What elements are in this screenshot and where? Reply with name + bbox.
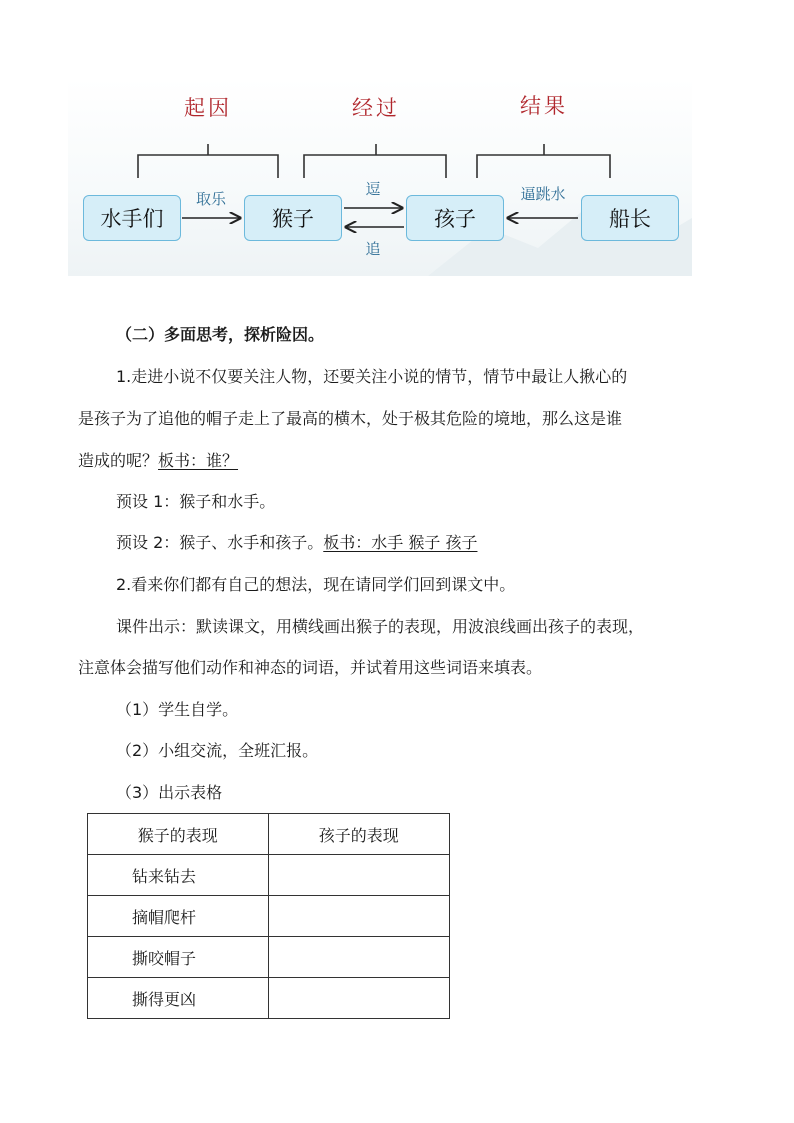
- node-sailors: 水手们: [83, 195, 181, 241]
- performance-table: [87, 813, 450, 1019]
- table-header-row: [88, 814, 450, 855]
- edge-label-chase: 追: [365, 240, 381, 258]
- preset-1: 预设 1：猴子和水手。: [116, 492, 276, 511]
- stage-cause: 起因: [184, 96, 232, 120]
- courseware-line-1: 课件出示：默读课文，用横线画出猴子的表现，用波浪线画出孩子的表现，: [116, 617, 645, 636]
- node-child: 孩子: [406, 195, 504, 241]
- step-3: （3）出示表格: [116, 783, 223, 802]
- paragraph-2: 2.看来你们都有自己的想法，现在请同学们回到课文中。: [116, 575, 516, 594]
- node-captain: 船长: [581, 195, 679, 241]
- cell-monkey: 摘帽爬杆: [88, 896, 269, 937]
- header-child: 孩子的表现: [268, 814, 449, 855]
- cell-monkey: 撕咬帽子: [88, 937, 269, 978]
- cell-child: [268, 896, 449, 937]
- preset-2: 预设 2：猴子、水手和孩子。: [116, 533, 324, 552]
- paragraph-1-text: 造成的呢？: [78, 451, 159, 470]
- step-1: （1）学生自学。: [116, 700, 239, 719]
- brace-result: [477, 144, 610, 178]
- paragraph-1-line-1: 1.走进小说不仅要关注人物，还要关注小说的情节，情节中最让人揪心的: [116, 367, 628, 386]
- stage-result: 结果: [520, 94, 568, 118]
- cell-child: [268, 937, 449, 978]
- cell-child: [268, 978, 449, 1019]
- step-2: （2）小组交流，全班汇报。: [116, 741, 319, 760]
- edge-label-tease: 逗: [365, 180, 381, 198]
- table-row: [88, 978, 450, 1019]
- paragraph-1-line-2: 是孩子为了追他的帽子走上了最高的横木，处于极其危险的境地，那么这是谁: [78, 409, 623, 428]
- paragraph-1-line-3: [78, 451, 238, 471]
- plot-diagram: [68, 78, 692, 276]
- brace-process: [304, 144, 446, 178]
- cell-monkey: 钻来钻去: [88, 855, 269, 896]
- table-row: [88, 896, 450, 937]
- cell-monkey: 撕得更凶: [88, 978, 269, 1019]
- cell-child: [268, 855, 449, 896]
- edge-label-amuse: 取乐: [195, 190, 226, 208]
- preset-2-line: [116, 533, 477, 553]
- board-note-who: 板书：谁？: [158, 451, 239, 470]
- stage-process: 经过: [352, 96, 400, 120]
- header-monkey: 猴子的表现: [88, 814, 269, 855]
- section-heading: （二）多面思考，探析险因。: [116, 325, 325, 344]
- edge-label-force-jump: 逼跳水: [520, 185, 566, 203]
- table-row: [88, 937, 450, 978]
- courseware-line-2: 注意体会描写他们动作和神态的词语，并试着用这些词语来填表。: [78, 658, 543, 677]
- board-note-characters: 板书：水手 猴子 孩子: [323, 533, 478, 552]
- brace-cause: [138, 144, 278, 178]
- table-row: [88, 855, 450, 896]
- node-monkey: 猴子: [244, 195, 342, 241]
